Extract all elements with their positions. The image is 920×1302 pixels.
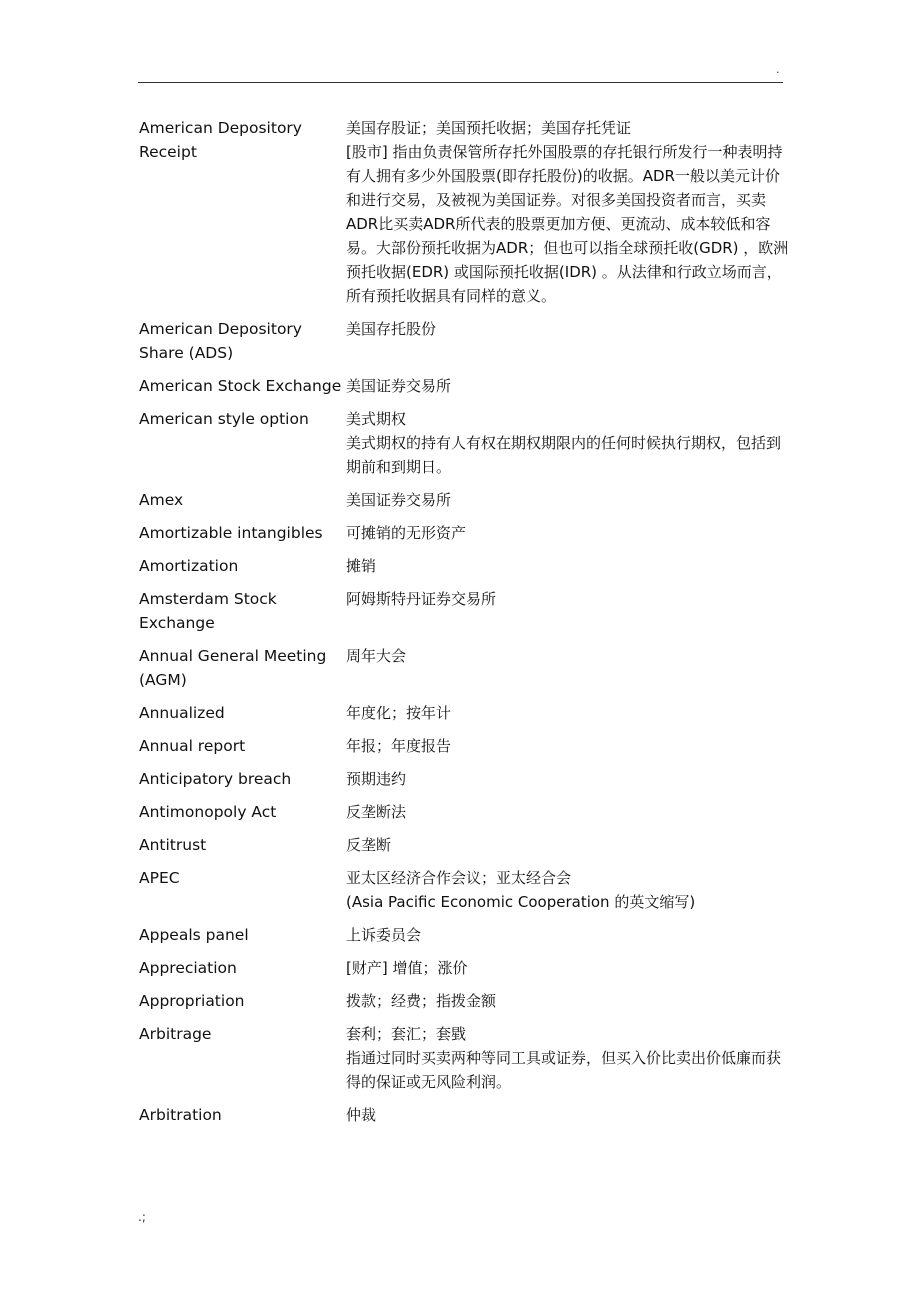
definition-translation: 美国证券交易所: [346, 491, 452, 509]
entry-term: American style option: [139, 410, 309, 428]
definition-translation: 预期违约: [346, 770, 407, 788]
definition-translation: 仲裁: [346, 1106, 377, 1124]
glossary-table: [139, 116, 789, 1136]
entry-term: Amsterdam Stock Exchange: [139, 590, 277, 632]
glossary-entry: [139, 1103, 789, 1127]
entry-term: American Depository Receipt: [139, 119, 302, 161]
definition-translation: 反垄断: [346, 836, 392, 854]
footer-mark: .;: [138, 1210, 146, 1224]
entry-definition: [346, 587, 789, 611]
entry-term: Amortizable intangibles: [139, 524, 323, 542]
glossary-entry: [139, 1022, 789, 1094]
glossary-entry: [139, 956, 789, 980]
entry-definition: [346, 116, 789, 308]
definition-translation: 美国存股证；美国预托收据；美国存托凭证: [346, 119, 632, 137]
entry-term: American Stock Exchange: [139, 377, 342, 395]
glossary-entry: [139, 800, 789, 824]
definition-translation: 亚太区经济合作会议；亚太经合会: [346, 869, 572, 887]
definition-explanation: [股市] 指由负责保管所存托外国股票的存托银行所发行一种表明持有人拥有多少外国股票(即存托股份)的收据。ADR一般以美元计价和进行交易，及被视为美国证券。对很多美国投资者而言，买卖ADR比买卖ADR所代表的股票更加方便、更流动、成本较低和容易。大部份预托收据为ADR；但也可以指全球预托收(GDR) ，欧洲预托收据(EDR) 或国际预托收据(IDR) 。从法律和行政立场而言，所有预托收据具有同样的意义。: [346, 143, 789, 305]
entry-definition: [346, 317, 789, 341]
definition-translation: 套利；套汇；套戥: [346, 1025, 467, 1043]
glossary-entry: [139, 866, 789, 914]
glossary-entry: [139, 407, 789, 479]
glossary-entry: [139, 317, 789, 365]
header-rule: [138, 82, 783, 83]
entry-term: Annualized: [139, 704, 225, 722]
entry-definition: [346, 800, 789, 824]
definition-explanation: 美式期权的持有人有权在期权期限内的任何时候执行期权，包括到期前和到期日。: [346, 434, 782, 476]
entry-definition: [346, 866, 789, 914]
header-mark: .: [776, 63, 780, 76]
entry-definition: [346, 1022, 789, 1094]
entry-term: Antimonopoly Act: [139, 803, 277, 821]
glossary-entry: [139, 521, 789, 545]
definition-translation: 上诉委员会: [346, 926, 422, 944]
definition-translation: 年报；年度报告: [346, 737, 452, 755]
definition-translation: 摊销: [346, 557, 377, 575]
glossary-entry: [139, 374, 789, 398]
definition-translation: 可摊销的无形资产: [346, 524, 467, 542]
entry-definition: [346, 374, 789, 398]
entry-definition: [346, 956, 789, 980]
entry-definition: [346, 1103, 789, 1127]
definition-explanation: (Asia Pacific Economic Cooperation 的英文缩写): [346, 893, 696, 911]
glossary-entry: [139, 488, 789, 512]
definition-translation: 美国存托股份: [346, 320, 437, 338]
entry-term: Annual report: [139, 737, 246, 755]
entry-term: APEC: [139, 869, 180, 887]
glossary-entry: [139, 833, 789, 857]
glossary-entry: [139, 587, 789, 635]
entry-term: Amex: [139, 491, 184, 509]
glossary-entry: [139, 989, 789, 1013]
entry-term: Antitrust: [139, 836, 207, 854]
entry-term: Appreciation: [139, 959, 237, 977]
definition-translation: 年度化；按年计: [346, 704, 452, 722]
glossary-entry: [139, 701, 789, 725]
definition-translation: 周年大会: [346, 647, 407, 665]
definition-translation: 美国证券交易所: [346, 377, 452, 395]
entry-term: Arbitrage: [139, 1025, 212, 1043]
glossary-entry: [139, 923, 789, 947]
entry-definition: [346, 488, 789, 512]
glossary-entry: [139, 734, 789, 758]
entry-definition: [346, 989, 789, 1013]
entry-term: Appeals panel: [139, 926, 249, 944]
definition-translation: [财产] 增值；涨价: [346, 959, 468, 977]
definition-translation: 阿姆斯特丹证券交易所: [346, 590, 497, 608]
glossary-entry: [139, 554, 789, 578]
definition-translation: 美式期权: [346, 410, 407, 428]
glossary-entry: [139, 644, 789, 692]
entry-term: Appropriation: [139, 992, 245, 1010]
glossary-entry: [139, 116, 789, 308]
entry-definition: [346, 833, 789, 857]
entry-term: American Depository Share (ADS): [139, 320, 302, 362]
definition-explanation: 指通过同时买卖两种等同工具或证券，但买入价比卖出价低廉而获得的保证或无风险利润。: [346, 1049, 782, 1091]
entry-term: Amortization: [139, 557, 239, 575]
entry-definition: [346, 644, 789, 668]
entry-term: Annual General Meeting (AGM): [139, 647, 327, 689]
entry-definition: [346, 923, 789, 947]
entry-definition: [346, 767, 789, 791]
definition-translation: 反垄断法: [346, 803, 407, 821]
glossary-entry: [139, 767, 789, 791]
entry-definition: [346, 701, 789, 725]
definition-translation: 拨款；经费；指拨金额: [346, 992, 497, 1010]
entry-term: Arbitration: [139, 1106, 222, 1124]
entry-definition: [346, 407, 789, 479]
entry-definition: [346, 734, 789, 758]
entry-definition: [346, 554, 789, 578]
entry-definition: [346, 521, 789, 545]
entry-term: Anticipatory breach: [139, 770, 292, 788]
